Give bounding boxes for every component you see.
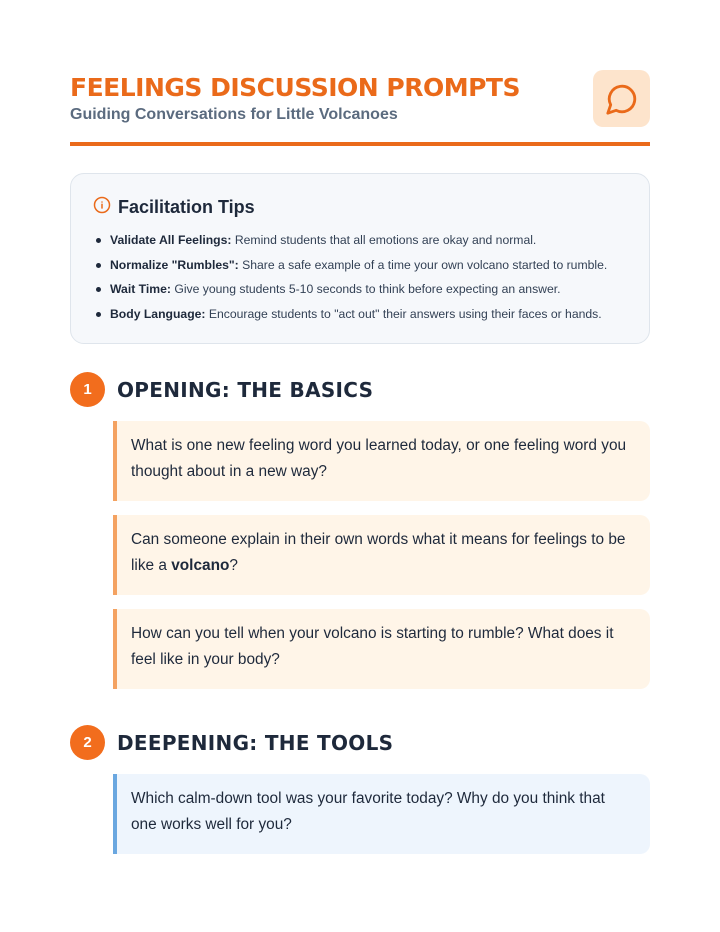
tip-label: Normalize "Rumbles": — [110, 257, 239, 272]
tips-list — [93, 233, 627, 331]
prompt-text: What is one new feeling word you learned today, or one feeling word you thought about in a new way? — [131, 437, 627, 480]
section-title: DEEPENING: THE TOOLS — [117, 730, 394, 755]
section-2-header — [70, 725, 393, 760]
page-header — [70, 68, 650, 146]
tips-header — [93, 196, 627, 219]
tip-text: Encourage students to "act out" their answers using their faces or hands. — [205, 306, 602, 321]
prompt-text: Can someone explain in their own words what it means for feelings to be like a — [131, 531, 626, 574]
facilitation-tips-box — [70, 173, 650, 344]
tip-item — [93, 307, 627, 332]
prompt-card — [113, 515, 650, 595]
tip-text: Give young students 5-10 seconds to think before expecting an answer. — [170, 282, 561, 297]
section-number-badge: 2 — [70, 725, 105, 760]
tips-title: Facilitation Tips — [118, 197, 255, 217]
section-1-header — [70, 372, 373, 407]
prompt-card — [113, 421, 650, 501]
prompt-text: How can you tell when your volcano is starting to rumble? What does it feel like in your body? — [131, 625, 614, 668]
tip-item — [93, 233, 627, 258]
tip-text: Remind students that all emotions are okay and normal. — [231, 233, 537, 247]
prompt-text-end: ? — [229, 557, 238, 574]
prompt-card — [113, 609, 650, 689]
chat-bubble-icon — [593, 70, 650, 127]
section-title: OPENING: THE BASICS — [117, 377, 374, 402]
tip-label: Body Language: — [110, 306, 206, 321]
tip-item — [93, 258, 627, 283]
prompt-card — [113, 774, 650, 854]
tip-item — [93, 282, 627, 307]
info-icon — [93, 196, 111, 219]
prompt-text: Which calm-down tool was your favorite today? Why do you think that one works well for you? — [131, 790, 605, 833]
page-subtitle: Guiding Conversations for Little Volcanoes — [70, 106, 398, 123]
prompt-emphasis: volcano — [171, 557, 230, 574]
tip-text: Share a safe example of a time your own volcano started to rumble. — [238, 257, 608, 272]
tip-label: Wait Time: — [110, 282, 171, 297]
tip-label: Validate All Feelings: — [110, 233, 232, 247]
section-number-badge: 1 — [70, 372, 105, 407]
page-title: FEELINGS DISCUSSION PROMPTS — [70, 73, 520, 102]
